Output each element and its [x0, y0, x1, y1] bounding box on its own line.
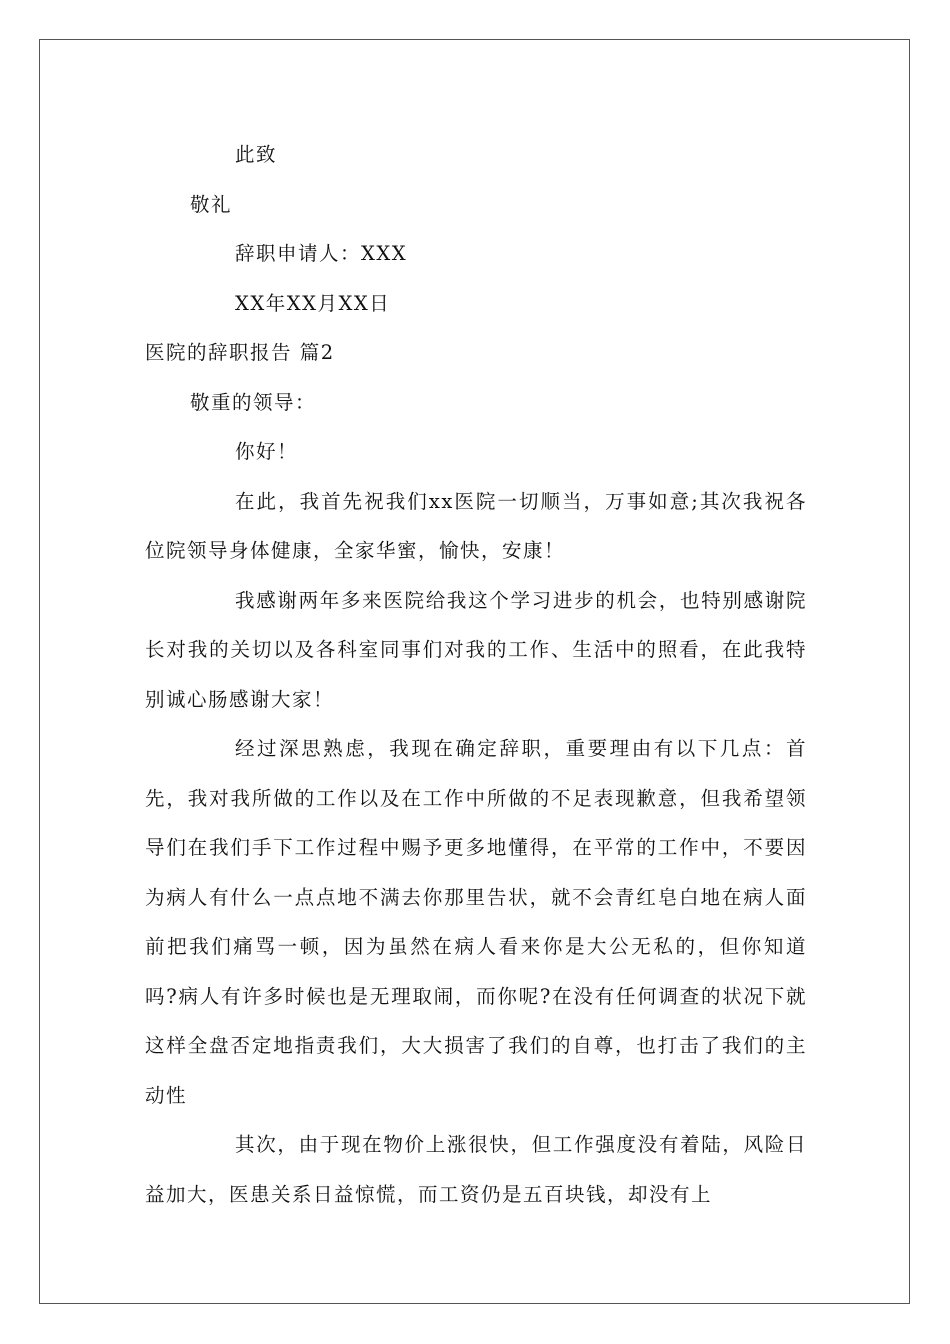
salutation: 敬重的领导：: [190, 390, 317, 414]
paragraph-4: 其次，由于现在物价上涨很快，但工作强度没有着陆，风险日益加大，医患关系日益惊慌，而工资仍是五百块钱，却没有上: [145, 1133, 807, 1206]
paragraph-1: 在此，我首先祝我们xx医院一切顺当，万事如意;其次我祝各位院领导身体健康，全家华蜜，愉快，安康！: [145, 489, 807, 562]
paragraph-2: 我感谢两年多来医院给我这个学习进步的机会，也特别感谢院长对我的关切以及各科室同事们对我的工作、生活中的照看，在此我特别诚心肠感谢大家！: [145, 588, 807, 711]
closing-cizhi: 此致: [235, 143, 278, 166]
signature-date: XX年XX月XX日: [235, 291, 391, 315]
closing-jingli: 敬礼: [190, 192, 233, 216]
greeting: 你好！: [235, 440, 299, 463]
paragraph-3: 经过深思熟虑，我现在确定辞职，重要理由有以下几点：首先，我对我所做的工作以及在工作中所做的不足表现歉意，但我希望领导们在我们手下工作过程中赐予更多地懂得，在平常的工作中，不要因为病人有什么一点点地不满去你那里告状，就不会青红皂白地在病人面前把我们痛骂一顿，因为虽然在病人看来你是大公无私的，但你知道吗?病人有许多时候也是无理取闹，而你呢?在没有任何调查的状况下就这样全盘否定地指责我们，大大损害了我们的自尊，也打击了我们的主动性: [145, 737, 807, 1107]
document-body: [145, 130, 807, 1219]
section-heading: 医院的辞职报告 篇2: [145, 341, 335, 364]
applicant-signature: 辞职申请人：XXX: [235, 242, 408, 265]
